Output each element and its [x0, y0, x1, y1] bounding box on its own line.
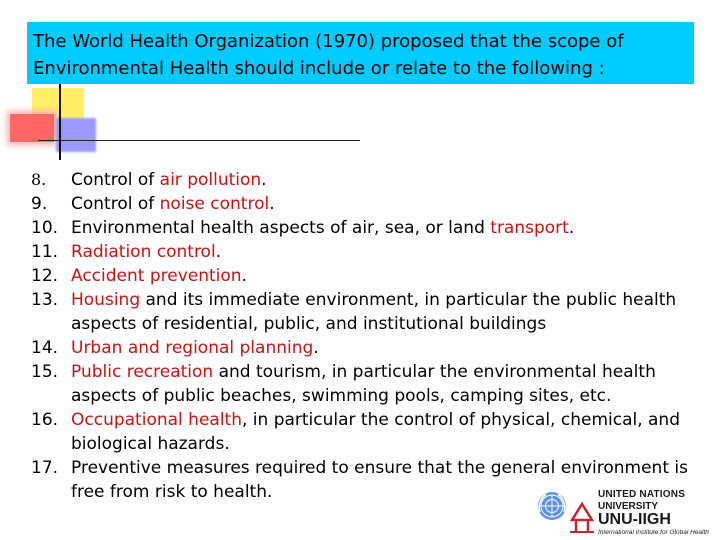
logo-line-3: UNU-IIGH	[598, 511, 671, 528]
highlighted-text: transport	[490, 218, 569, 238]
item-text	[71, 170, 267, 190]
item-number: 11.	[31, 242, 59, 262]
un-emblem-icon	[538, 492, 566, 520]
text-segment: .	[241, 266, 247, 286]
title-line-1: The World Health Organization (1970) proposed that the scope of	[33, 31, 624, 52]
item-number: 10.	[31, 218, 59, 238]
item-number: 13.	[31, 290, 59, 310]
highlighted-text: noise control	[159, 194, 270, 214]
highlighted-text: air pollution	[159, 170, 262, 190]
list-item	[31, 336, 711, 360]
unu-gate-icon	[570, 504, 594, 532]
highlighted-text: Urban and regional planning	[71, 338, 314, 358]
text-segment: Preventive measures required to ensure that the general environment is free from risk to health.	[71, 458, 688, 502]
text-segment: Control of	[71, 194, 160, 214]
unu-iigh-logo	[530, 484, 720, 540]
text-segment: and its immediate environment, in particular the public health aspects of residential, public, and institutional buildings	[71, 290, 677, 334]
text-segment: and tourism, in particular the environmental health aspects of public beaches, swimming pools, camping sites, etc.	[71, 362, 656, 406]
item-text	[71, 242, 221, 262]
item-number: 8.	[31, 170, 47, 189]
decor-horizontal-line	[38, 140, 360, 141]
item-text	[71, 194, 275, 214]
item-text	[71, 290, 676, 334]
decor-vertical-line	[59, 84, 61, 160]
item-number: 9.	[31, 194, 48, 214]
item-text	[71, 338, 319, 358]
decor-blue-square	[56, 118, 96, 152]
logo-line-1: UNITED NATIONS	[598, 489, 686, 500]
logo-line-2: UNIVERSITY	[598, 501, 659, 512]
highlighted-text: Occupational health	[71, 410, 242, 430]
text-segment: .	[568, 218, 575, 238]
logo-line-4: International Institute for Global Health	[598, 529, 709, 536]
highlighted-text: Radiation control	[71, 242, 216, 262]
list-item	[31, 264, 711, 288]
item-number: 15.	[31, 362, 59, 382]
text-segment: .	[269, 194, 275, 214]
text-segment: .	[215, 242, 222, 262]
text-segment: .	[313, 338, 319, 358]
item-text	[71, 410, 680, 454]
scope-list	[31, 168, 711, 504]
list-item	[31, 168, 711, 192]
item-text	[71, 362, 656, 406]
list-item	[31, 360, 711, 408]
item-number: 12.	[31, 266, 59, 286]
slide-title	[27, 22, 694, 84]
list-item	[31, 216, 711, 240]
item-number: 16.	[31, 410, 59, 430]
highlighted-text: Housing	[71, 290, 141, 310]
list-item	[31, 408, 711, 456]
highlighted-text: Accident prevention	[71, 266, 242, 286]
text-segment: Control of	[71, 170, 160, 190]
text-segment: , in particular the control of physical, chemical, and biological hazards.	[71, 410, 680, 454]
list-item	[31, 288, 711, 336]
item-number: 14.	[31, 338, 59, 358]
text-segment: Environmental health aspects of air, sea, or land	[71, 218, 491, 238]
decor-red-square	[10, 114, 54, 142]
list-item	[31, 240, 711, 264]
item-text	[71, 218, 574, 238]
list-item	[31, 192, 711, 216]
item-number: 17.	[31, 458, 59, 478]
highlighted-text: Public recreation	[71, 362, 214, 382]
item-text	[71, 266, 247, 286]
text-segment: .	[261, 170, 267, 190]
title-line-2: Environmental Health should include or relate to the following :	[33, 58, 605, 79]
